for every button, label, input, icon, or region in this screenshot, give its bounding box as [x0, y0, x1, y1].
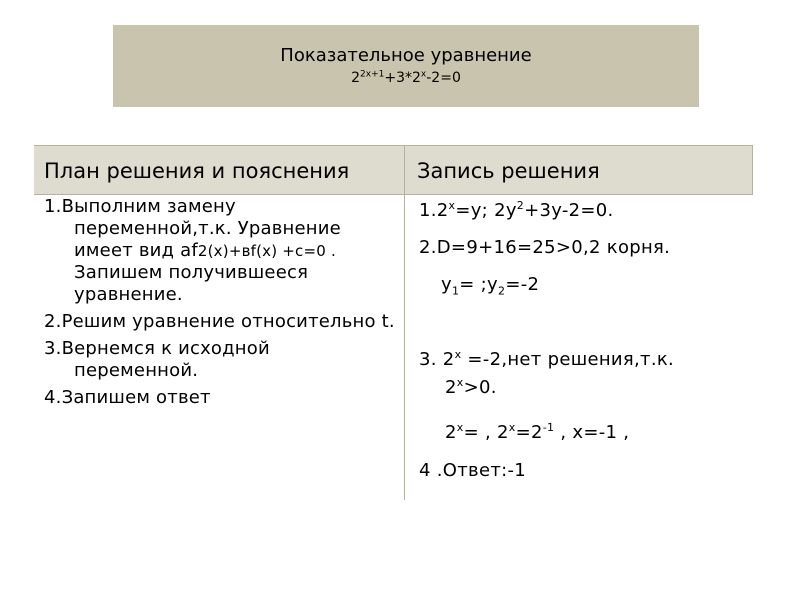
solution-line-1: $1.2^x=y$; $2y^2+3y-2=0$. — [419, 199, 614, 221]
plan-step-2: 2.Решим уравнение относительно t. — [44, 311, 395, 332]
solution-line-7: 4 .Ответ:-1 — [419, 460, 527, 481]
eq-exponent: 2x+1 — [360, 69, 385, 80]
plan-step-4: 4.Запишем ответ — [44, 387, 211, 408]
title-equation — [351, 69, 461, 87]
eq-base: 2 — [351, 70, 361, 86]
eq-end: -2=0 — [426, 70, 461, 86]
plan-step-1: 1.Выполним замену переменной,т.к. Уравнение имеет вид af2(x)+вf(x) +c=0 . Запишем получившееся уравнение. — [44, 196, 341, 305]
solution-line-6: $2^x=$ , $2^x=2^{-1}$ , x=-1 , — [445, 421, 630, 443]
slide-title: Показательное уравнение — [280, 45, 532, 66]
right-column-header: Запись решения — [417, 159, 600, 183]
eq-exponent: x — [420, 69, 427, 80]
plan-column — [44, 196, 399, 414]
title-banner — [113, 25, 699, 107]
table-top-border — [34, 145, 753, 146]
table-header-divider — [34, 194, 753, 195]
eq-mid: +3*2 — [384, 70, 421, 86]
solution-line-2: 2.D=9+16=25>0,2 корня. — [419, 237, 671, 258]
solution-line-5: $2^x>0$. — [445, 376, 497, 398]
solution-line-4: 3. $2^x =-2,нет$ решения,т.к. — [419, 348, 675, 370]
left-column-header: План решения и пояснения — [44, 159, 350, 183]
table-column-divider — [404, 145, 405, 500]
table-right-border — [752, 145, 753, 194]
solution-line-3: $y_1=$ $;y_2=-2$ — [441, 274, 540, 298]
plan-step-3: 3.Вернемся к исходной переменной. — [44, 338, 270, 381]
